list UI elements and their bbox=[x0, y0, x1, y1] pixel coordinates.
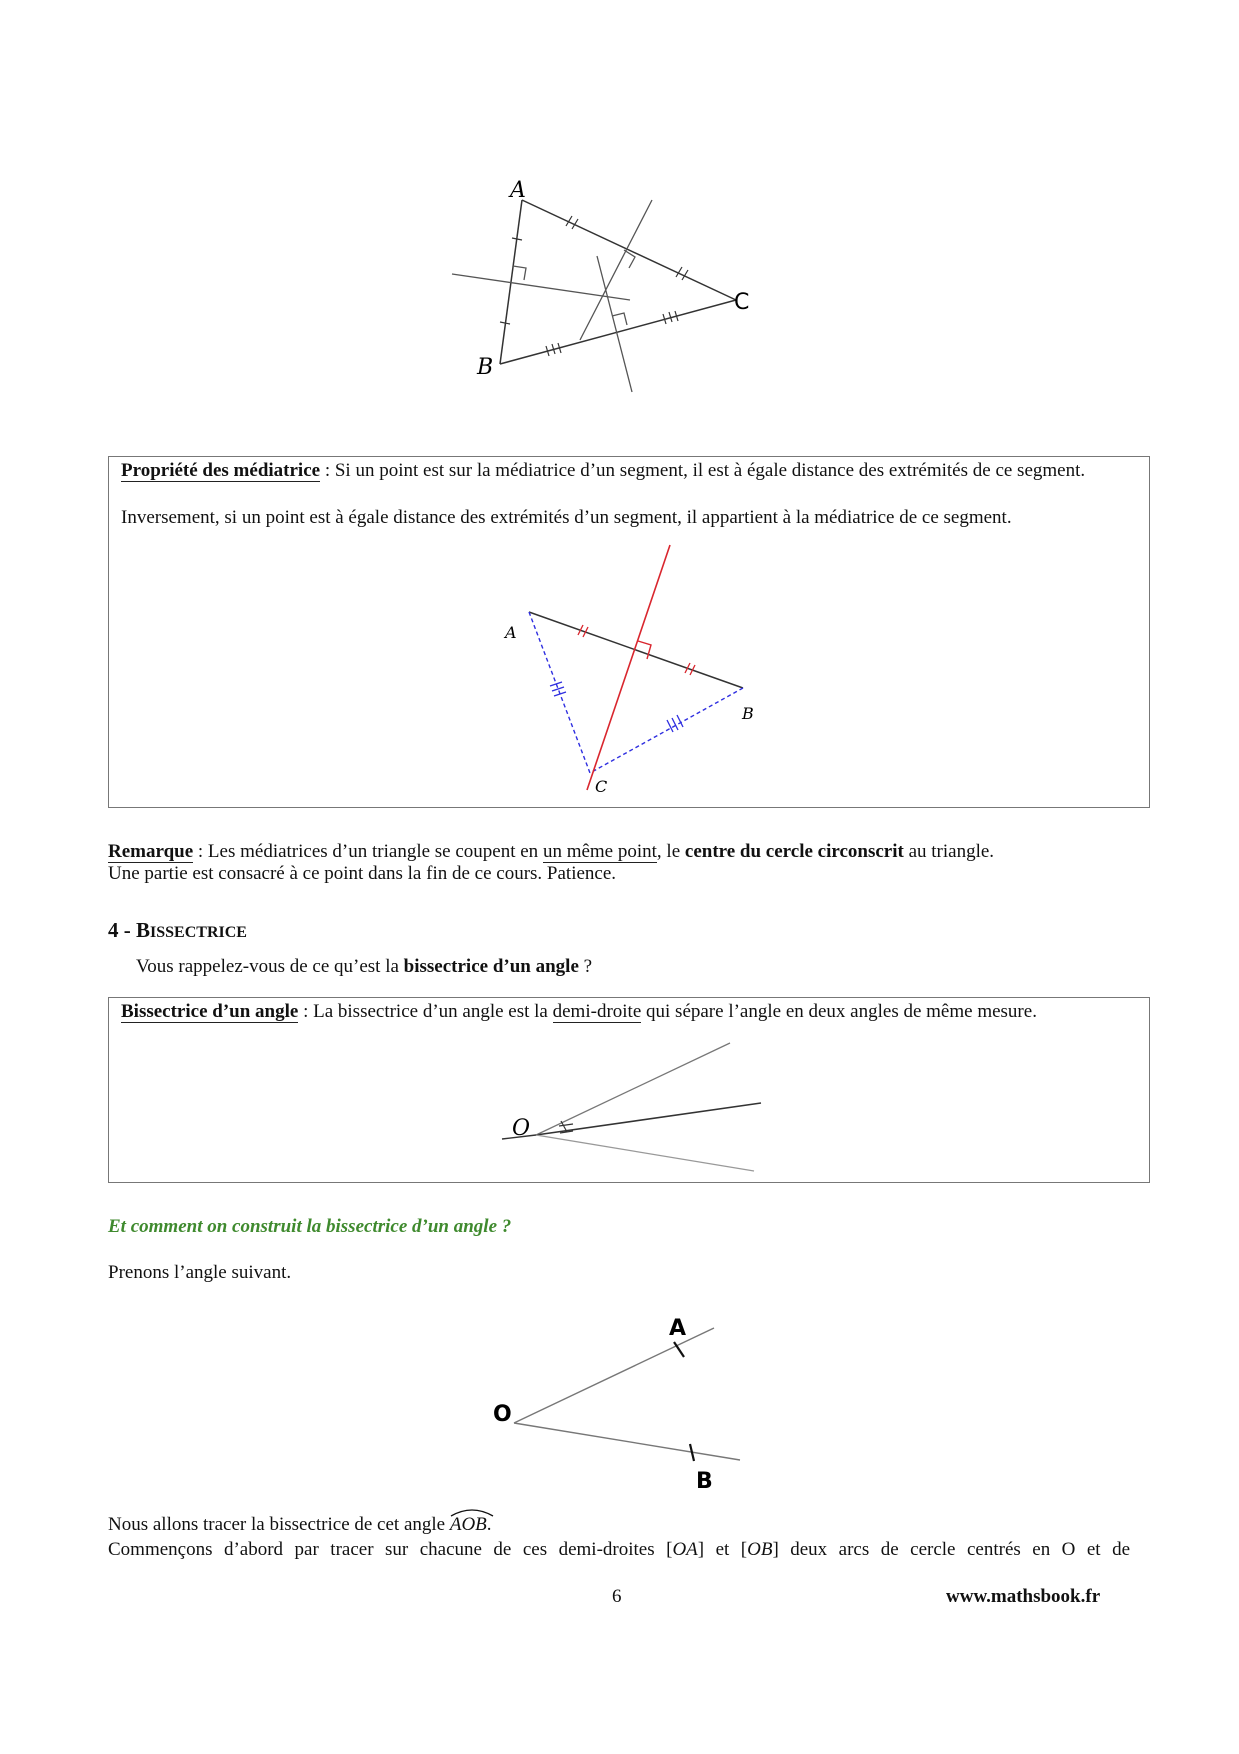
right-angle-mark bbox=[513, 266, 526, 280]
paragraph-line-1: Nous allons tracer la bissectrice de cet angle AOB. bbox=[108, 1513, 1168, 1537]
segment-ab bbox=[529, 612, 743, 688]
side-bc bbox=[500, 300, 736, 364]
label-b: B bbox=[696, 1469, 713, 1494]
tick-marks bbox=[550, 682, 683, 732]
segment-bc bbox=[590, 688, 743, 773]
definition-underlined: demi-droite bbox=[552, 1001, 642, 1022]
property-title: Propriété des médiatrice bbox=[121, 460, 321, 481]
section-heading: 4 - BISSECTRICE bbox=[108, 918, 247, 942]
remarque-underlined: un même point bbox=[542, 841, 657, 862]
side-ac bbox=[522, 200, 736, 300]
label-o: O bbox=[512, 1116, 531, 1141]
remarque-line-1: Remarque : Les médiatrices d’un triangle se coupent en un même point, le centre du cercle circonscrit au triangle. bbox=[108, 841, 995, 862]
definition-text: Bissectrice d’un angle : La bissectrice d’un angle est la demi-droite qui sépare l’angle en deux angles de même mesure. bbox=[121, 1001, 1037, 1022]
right-angle-mark bbox=[638, 641, 651, 659]
label-c: C bbox=[734, 290, 750, 315]
segment-ac bbox=[529, 612, 590, 773]
angle-bisector-figure bbox=[490, 1035, 770, 1175]
angle-aob-figure bbox=[480, 1300, 760, 1495]
tick-marks bbox=[500, 216, 688, 356]
construction-question: Et comment on construit la bissectrice d’un angle ? bbox=[108, 1216, 512, 1237]
property-text: Propriété des médiatrice : Si un point est sur la médiatrice d’un segment, il est à égale distance des extrémités de ce segment. bbox=[121, 460, 1086, 481]
label-b: B bbox=[477, 355, 494, 380]
remarque-line-2: Une partie est consacré à ce point dans la fin de ce cours. Patience. bbox=[108, 863, 617, 884]
angle-aob-notation: AOB bbox=[450, 1514, 487, 1535]
ray-lower bbox=[536, 1135, 754, 1171]
ray-oa bbox=[514, 1328, 714, 1423]
page-number: 6 bbox=[612, 1586, 622, 1607]
take-angle-text: Prenons l’angle suivant. bbox=[108, 1262, 292, 1283]
label-a: A bbox=[669, 1316, 687, 1341]
mediator-figure bbox=[500, 535, 760, 797]
property-text-1: Si un point est sur la médiatrice d’un segment, il est à égale distance des extrémités de ce segment. bbox=[334, 460, 1086, 481]
label-b: B bbox=[742, 704, 754, 723]
hat-icon bbox=[450, 1507, 494, 1517]
site-link[interactable]: www.mathsbook.fr bbox=[946, 1586, 1101, 1607]
definition-title: Bissectrice d’un angle bbox=[121, 1001, 299, 1022]
label-a: A bbox=[510, 178, 526, 203]
remarque-bold: centre du cercle circonscrit bbox=[684, 841, 904, 862]
question-text: Vous rappelez-vous de ce qu’est la bissectrice d’un angle ? bbox=[136, 956, 593, 977]
ray-ob bbox=[514, 1423, 740, 1460]
mediator-ac bbox=[580, 200, 652, 340]
mediator-line bbox=[587, 545, 670, 790]
label-o: O bbox=[493, 1402, 512, 1427]
triangle-bisectors-figure bbox=[440, 165, 760, 395]
property-text-2: Inversement, si un point est à égale distance des extrémités d’un segment, il appartient à la médiatrice de ce segment. bbox=[121, 507, 1012, 528]
remarque-title: Remarque bbox=[108, 841, 194, 862]
label-a: A bbox=[505, 623, 517, 642]
label-c: C bbox=[595, 777, 608, 796]
paragraph-line-2: Commençons d’abord par tracer sur chacune de ces demi-droites [OA] et [OB] deux arcs de cercle centrés en O et de bbox=[108, 1539, 1131, 1560]
